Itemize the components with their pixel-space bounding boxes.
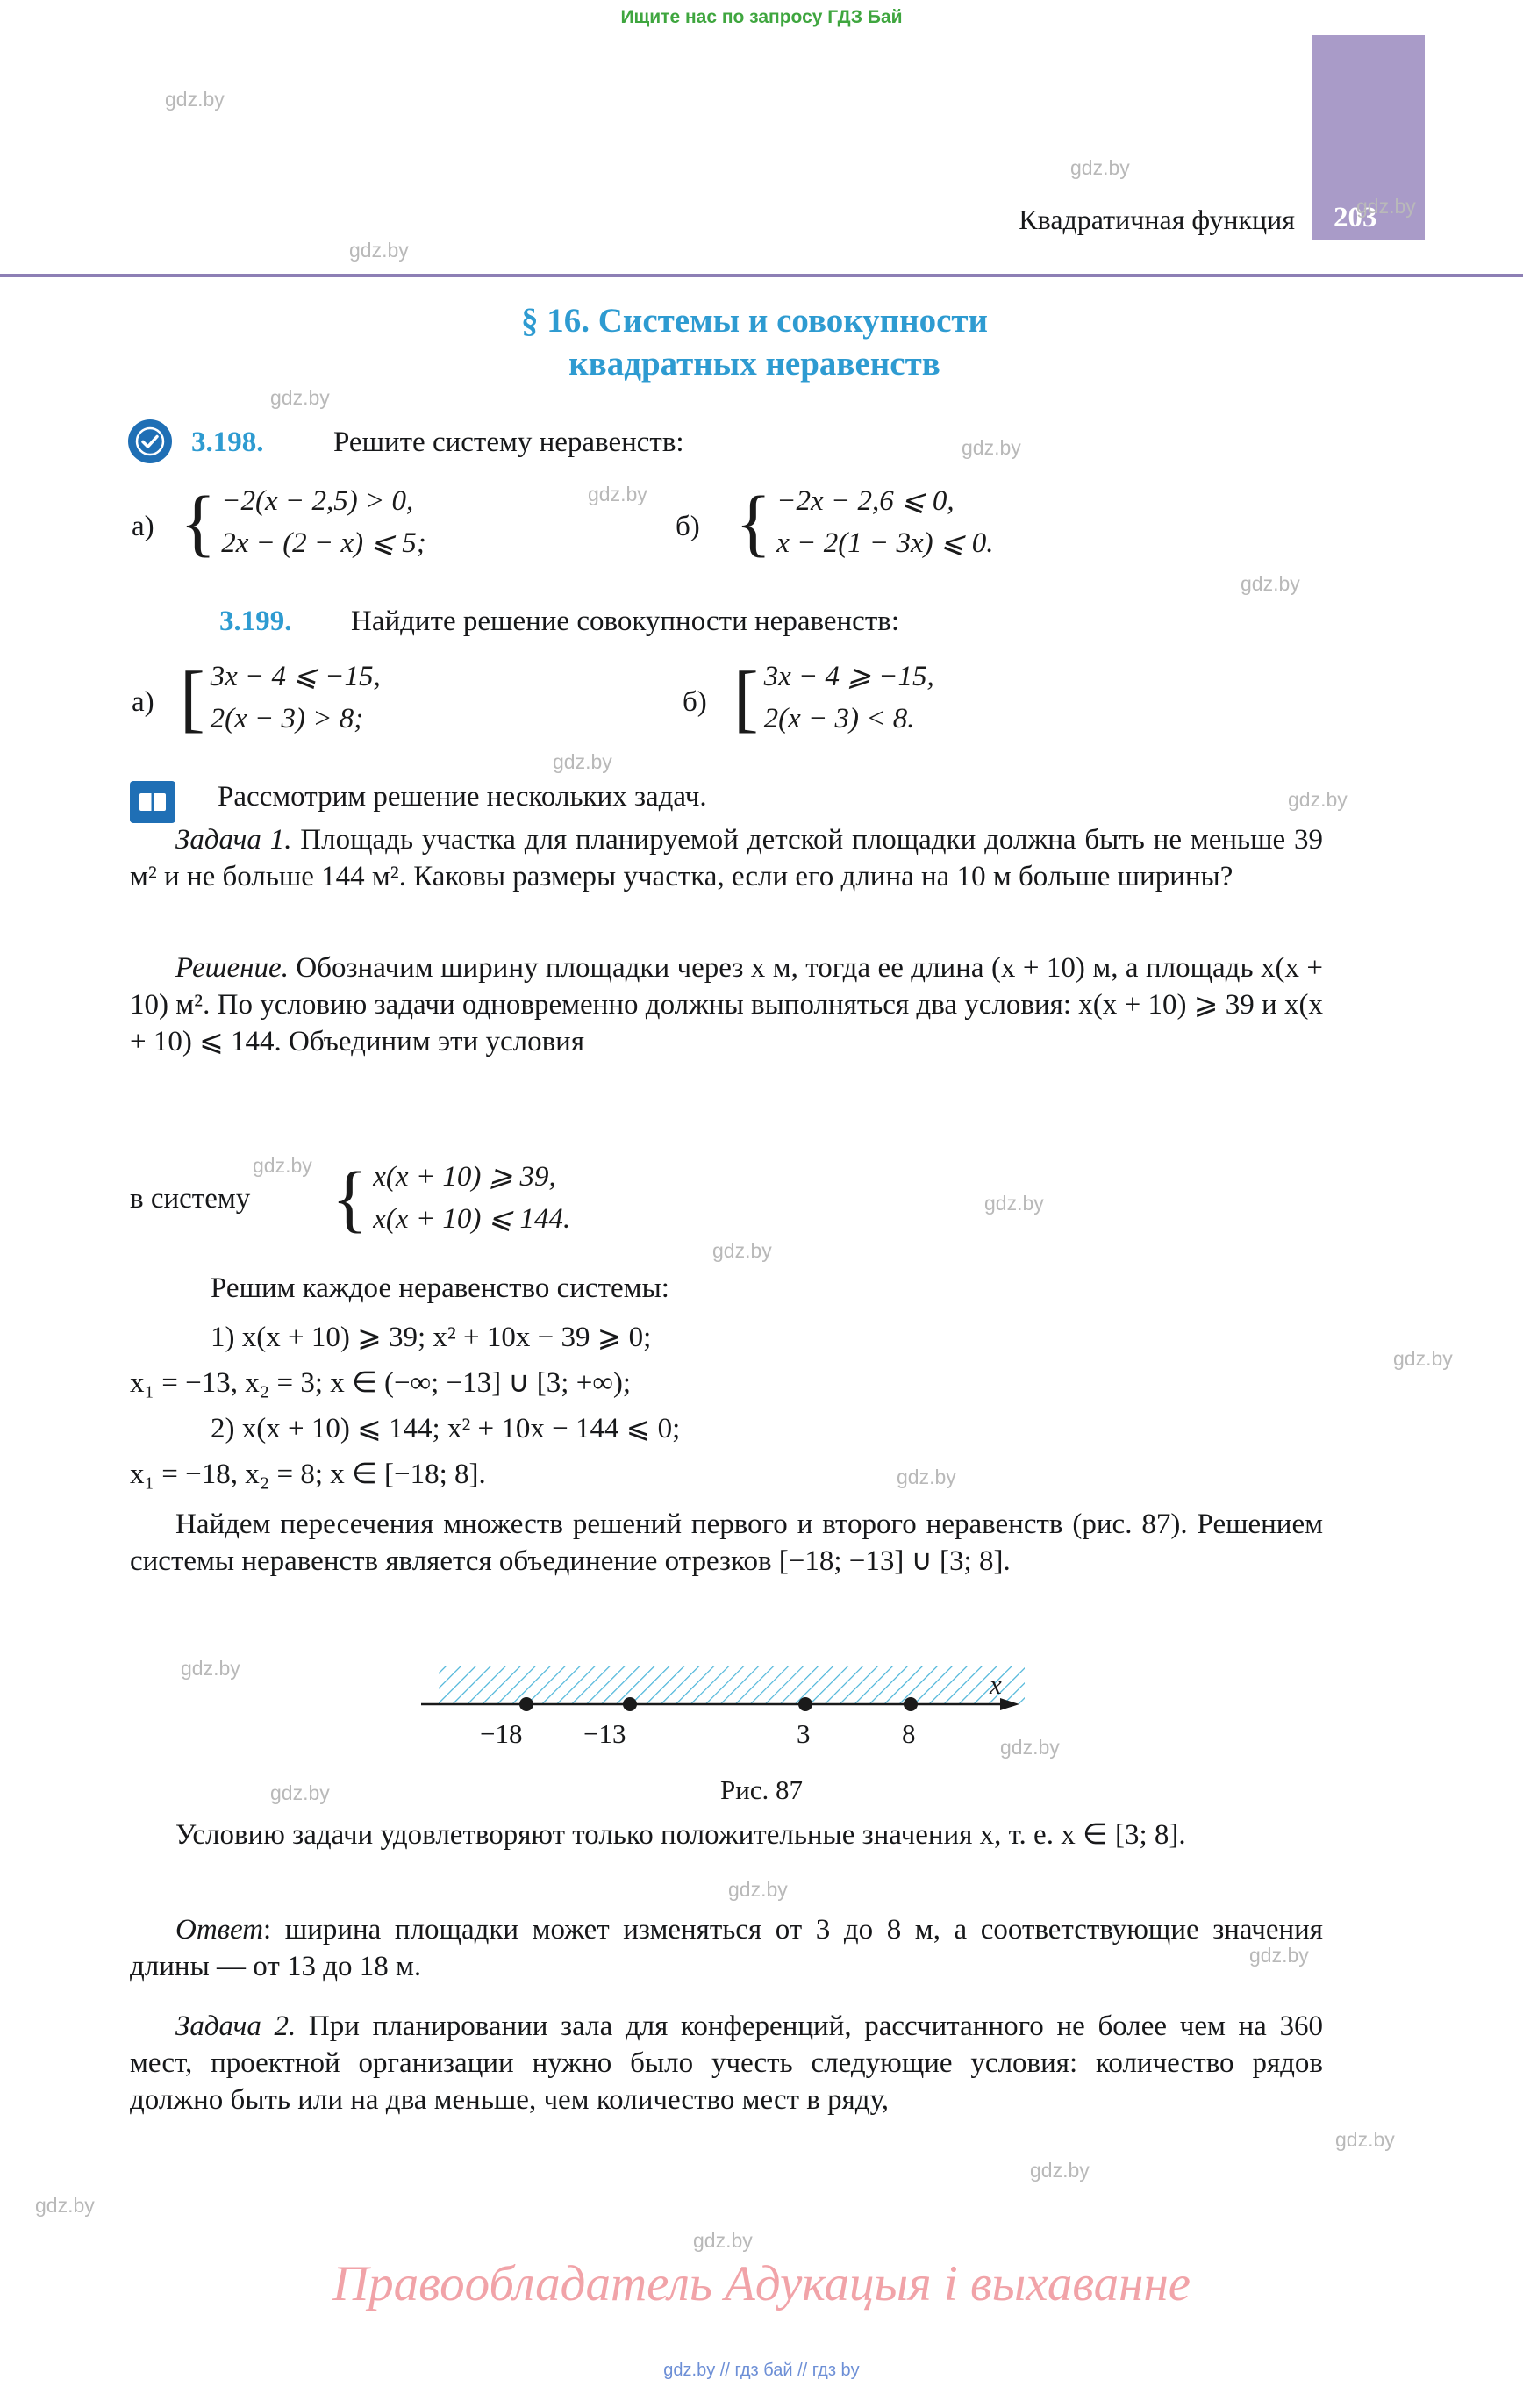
task2-label: Задача 2. (175, 2010, 297, 2042)
system-3198-a (180, 481, 426, 565)
chapter-title: Квадратичная функция (1019, 204, 1295, 235)
page-number: 203 (1334, 202, 1377, 233)
square-bracket-icon: [ (180, 656, 205, 741)
watermark-12: gdz.by (712, 1239, 772, 1262)
curly-brace-icon: { (180, 480, 217, 565)
page-header (0, 35, 1523, 272)
watermark-16: gdz.by (1000, 1736, 1060, 1759)
watermark-11: gdz.by (984, 1192, 1044, 1215)
square-bracket-icon: [ (733, 656, 759, 741)
watermark-3: gdz.by (1356, 195, 1416, 218)
watermark-18: gdz.by (728, 1878, 788, 1901)
system-3198-b-line1: −2x − 2,6 ⩽ 0, (776, 485, 955, 517)
label-3198-a: а) (132, 511, 154, 542)
system-3199-b-line2: 2(x − 3) < 8. (763, 702, 915, 735)
watermark-13: gdz.by (1393, 1347, 1453, 1370)
task2-text: При планировании зала для конференций, рассчитанного не более чем на 360 мест, проектной организации нужно было учесть следующие условия: количество рядов должно быть или на два меньше, чем количество мест в ряду, (130, 2010, 1323, 2117)
watermark-5: gdz.by (962, 436, 1021, 459)
task1-paragraph (130, 821, 1323, 895)
system-3199-b-line1: 3x − 4 ⩾ −15, (763, 661, 934, 692)
watermark-1: gdz.by (1070, 156, 1130, 179)
section-title-line1: § 16. Системы и совокупности (520, 302, 989, 340)
system-3198-b (735, 481, 994, 565)
section-title-line2: квадратных неравенств (568, 344, 940, 383)
curly-brace-icon: { (735, 480, 772, 565)
intro-text: Рассмотрим решение нескольких задач. (218, 781, 707, 813)
figure-label-8: 8 (902, 1718, 916, 1749)
watermark-19: gdz.by (1249, 1944, 1309, 1967)
label-3199-a: а) (132, 686, 154, 718)
footer-links: gdz.by // гдз бай // гдз by (663, 2361, 860, 2380)
figure-axis-label: x (990, 1669, 1002, 1700)
step2-roots: x₁ = −18, x₂ = 8; x ∈ [−18; 8]. (130, 1458, 486, 1490)
figure-label-minus18: −18 (480, 1718, 523, 1749)
task2-paragraph (130, 2008, 1323, 2119)
section-title (237, 300, 1272, 386)
system-3198-b-line2: x − 2(1 − 3x) ⩽ 0. (776, 527, 994, 559)
book-icon (130, 781, 175, 823)
watermark-6: gdz.by (588, 483, 647, 505)
watermark-21: gdz.by (1030, 2159, 1090, 2182)
watermark-4: gdz.by (270, 386, 330, 409)
exercise-prompt-3199: Найдите решение совокупности неравенств: (351, 606, 899, 637)
figure-caption: Рис. 87 (719, 1774, 804, 1805)
solution-system (332, 1157, 570, 1241)
solution-label: Решение. (175, 952, 289, 984)
label-3198-b: б) (676, 511, 700, 542)
watermark-17: gdz.by (270, 1781, 330, 1804)
task1-label: Задача 1. (175, 824, 292, 856)
system-3199-b (733, 656, 934, 741)
condition-paragraph: Условию задачи удовлетворяют только положительные значения x, т. е. x ∈ [3; 8]. (175, 1819, 1186, 1851)
step1-roots: x₁ = −13, x₂ = 3; x ∈ (−∞; −13] ∪ [3; +∞); (130, 1367, 632, 1399)
watermark-8: gdz.by (1288, 788, 1348, 811)
system-3198-a-line2: 2x − (2 − x) ⩽ 5; (221, 527, 426, 559)
answer-label: Ответ (175, 1914, 264, 1946)
copyright-watermark: Правообладатель Адукацыя і выхаванне (332, 2256, 1191, 2311)
watermark-2: gdz.by (349, 239, 409, 262)
solution-text: Обозначим ширину площадки через x м, тогда ее длина (x + 10) м, а площадь x(x + 10) м². По условию задачи одновременно должны выполняться два условия: x(x + 10) ⩾ 39 и x(x + 10) ⩽ 144. Объединим эти условия (130, 952, 1323, 1058)
solution-paragraph (130, 950, 1323, 1061)
system-3199-a-line1: 3x − 4 ⩽ −15, (210, 661, 381, 692)
system-3199-a (180, 656, 381, 741)
watermark-0: gdz.by (165, 88, 225, 111)
system-3198-a-line1: −2(x − 2,5) > 0, (221, 485, 414, 517)
answer-paragraph (130, 1911, 1323, 1985)
watermark-20: gdz.by (1335, 2128, 1395, 2151)
exercise-prompt-3198: Решите систему неравенств: (333, 426, 684, 458)
solve-each-label: Решим каждое неравенство системы: (211, 1272, 669, 1304)
header-divider-right (1312, 274, 1523, 277)
promo-banner: Ищите нас по запросу ГДЗ Бай (620, 7, 903, 27)
system-3199-a-line2: 2(x − 3) > 8; (210, 702, 364, 735)
watermark-23: gdz.by (693, 2229, 753, 2252)
watermark-15: gdz.by (181, 1657, 240, 1680)
figure-label-minus13: −13 (583, 1718, 626, 1749)
label-3199-b: б) (683, 686, 707, 718)
watermark-9: gdz.by (553, 750, 612, 773)
intersection-paragraph: Найдем пересечения множеств решений первого и второго неравенств (рис. 87). Решением системы неравенств является объединение отрезков [−18; −13] ∪ [3; 8]. (130, 1509, 1323, 1578)
watermark-10: gdz.by (253, 1154, 312, 1177)
solution-system-line1: x(x + 10) ⩾ 39, (373, 1161, 556, 1193)
step1: 1) x(x + 10) ⩾ 39; x² + 10x − 39 ⩾ 0; (211, 1322, 652, 1353)
watermark-14: gdz.by (897, 1466, 956, 1488)
in-system-label: в систему (130, 1183, 251, 1215)
watermark-22: gdz.by (35, 2194, 95, 2217)
answer-text: : ширина площадки может изменяться от 3 до 8 м, а соответствующие значения длины — от 13 до 18 м. (130, 1914, 1323, 1983)
task1-text: Площадь участка для планируемой детской площадки должна быть не меньше 39 м² и не больше 144 м². Каковы размеры участка, если его длина на 10 м больше ширины? (130, 824, 1323, 893)
header-divider (0, 274, 1316, 277)
exercise-number-3198: 3.198. (191, 426, 264, 458)
step2: 2) x(x + 10) ⩽ 144; x² + 10x − 144 ⩽ 0; (211, 1413, 681, 1444)
exercise-number-3199: 3.199. (219, 606, 292, 637)
curly-brace-icon: { (332, 1156, 368, 1241)
figure-label-3: 3 (797, 1718, 811, 1749)
solution-system-line2: x(x + 10) ⩽ 144. (373, 1202, 571, 1235)
checkmark-icon (128, 419, 172, 463)
watermark-7: gdz.by (1241, 572, 1300, 595)
